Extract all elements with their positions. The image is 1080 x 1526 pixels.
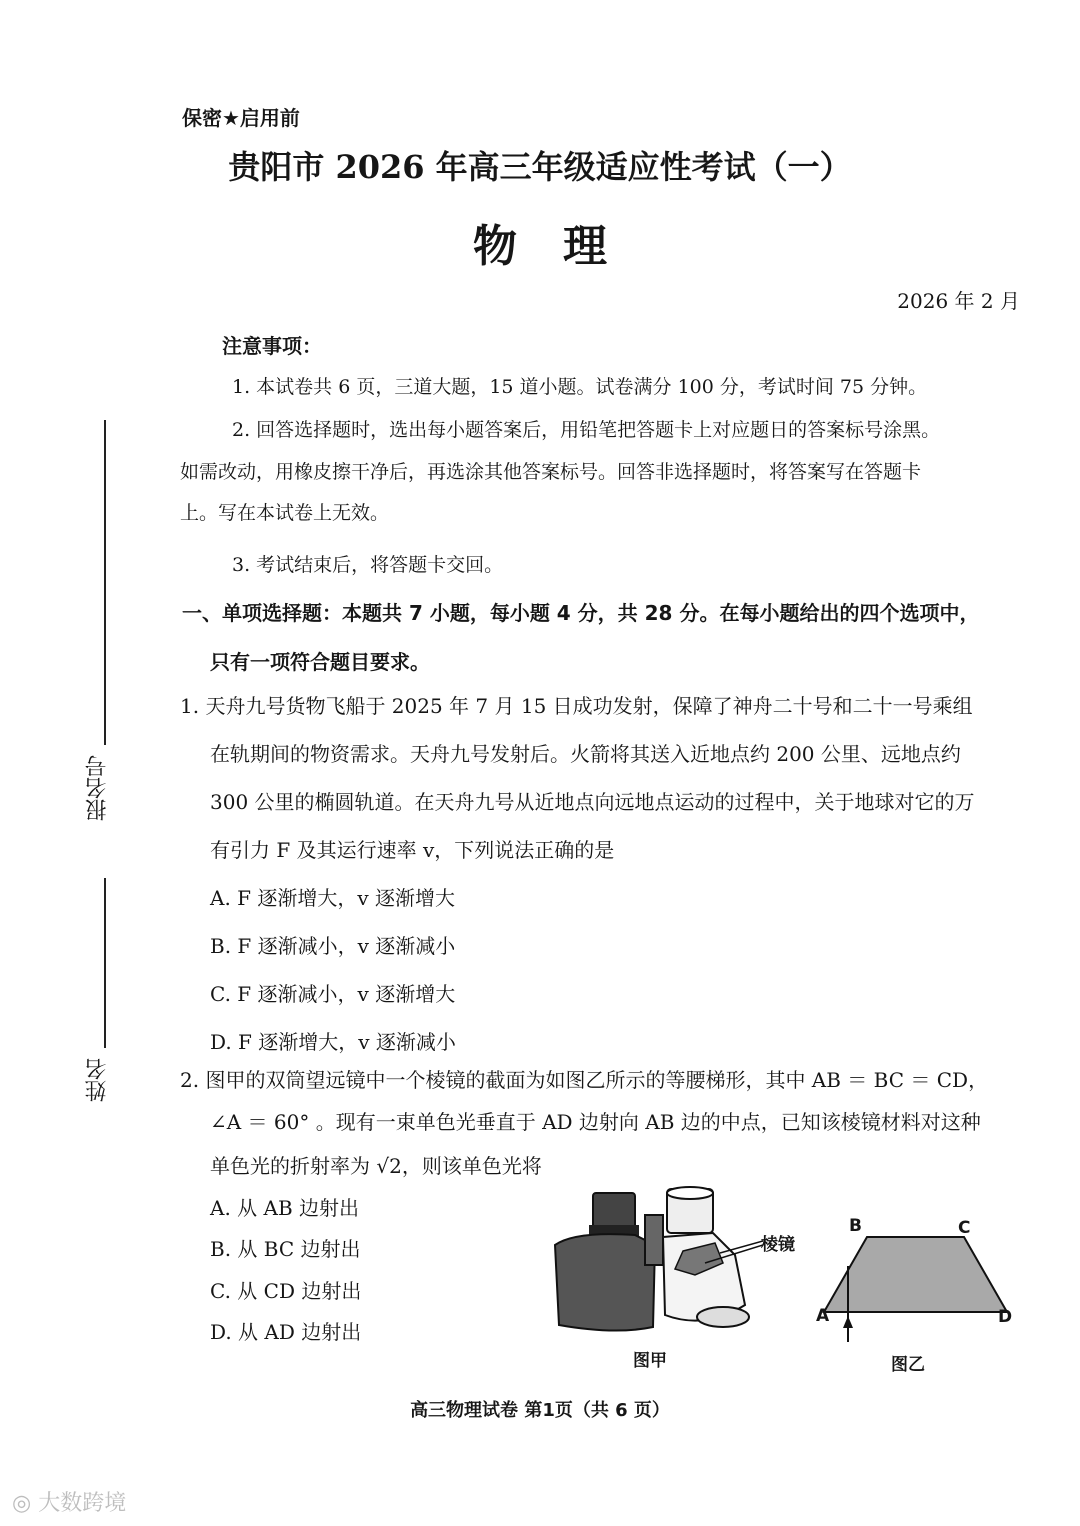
notes-heading: 注意事项： bbox=[222, 334, 322, 358]
note-2-end: 上。写在本试卷上无效。 bbox=[180, 502, 390, 524]
q2-option-b: B. 从 BC 边射出 bbox=[210, 1237, 361, 1261]
exam-number-blank bbox=[104, 420, 106, 745]
vertex-d: D bbox=[998, 1307, 1013, 1327]
confidential-mark: 保密★启用前 bbox=[182, 106, 300, 130]
binoculars-figure bbox=[545, 1185, 795, 1345]
q1-line-2: 在轨期间的物资需求。天舟九号发射后。火箭将其送入近地点约 200 公里、远地点约 bbox=[210, 742, 961, 766]
q1-line-1: 1. 天舟九号货物飞船于 2025 年 7 月 15 日成功发射，保障了神舟二十号和二十一号乘组 bbox=[180, 694, 973, 718]
exam-number-label: 报名号 bbox=[85, 755, 110, 821]
subject-title: 物理 bbox=[473, 221, 653, 272]
note-3: 3. 考试结束后，将答题卡交回。 bbox=[232, 554, 504, 576]
watermark-text: 大数跨境 bbox=[38, 1491, 127, 1516]
name-label: 姓名 bbox=[85, 1058, 110, 1102]
q1-option-d: D. F 逐渐增大，v 逐渐减小 bbox=[210, 1030, 456, 1054]
name-blank bbox=[104, 878, 106, 1048]
vertex-a: A bbox=[816, 1306, 830, 1326]
q1-option-a: A. F 逐渐增大，v 逐渐增大 bbox=[210, 886, 456, 910]
figure-b-caption: 图乙 bbox=[891, 1355, 925, 1375]
q2-option-c: C. 从 CD 边射出 bbox=[210, 1279, 362, 1303]
q1-line-3: 300 公里的椭圆轨道。在天舟九号从近地点向远地点运动的过程中，关于地球对它的万 bbox=[210, 790, 975, 814]
exam-title: 贵阳市 2026 年高三年级适应性考试（一） bbox=[228, 148, 852, 186]
q2-option-d: D. 从 AD 边射出 bbox=[210, 1320, 362, 1344]
section-heading: 一、单项选择题：本题共 7 小题，每小题 4 分，共 28 分。在每小题给出的四个选项中， bbox=[182, 601, 980, 625]
vertex-c: C bbox=[958, 1218, 971, 1238]
prism-label: 棱镜 bbox=[761, 1235, 795, 1255]
trapezoid-figure bbox=[812, 1212, 1024, 1347]
section-heading-cont: 只有一项符合题目要求。 bbox=[210, 650, 430, 674]
note-2: 2. 回答选择题时，选出每小题答案后，用铅笔把答题卡上对应题日的答案标号涂黑。 bbox=[232, 419, 941, 441]
watermark bbox=[12, 1486, 126, 1517]
note-1: 1. 本试卷共 6 页，三道大题，15 道小题。试卷满分 100 分，考试时间 75 分钟。 bbox=[232, 376, 928, 398]
q1-option-c: C. F 逐渐减小，v 逐渐增大 bbox=[210, 982, 456, 1006]
exam-date: 2026 年 2 月 bbox=[897, 289, 1020, 313]
watermark-icon: ◎ bbox=[12, 1491, 39, 1516]
note-2-cont: 如需改动，用橡皮擦干净后，再选涂其他答案标号。回答非选择题时，将答案写在答题卡 bbox=[180, 461, 922, 483]
page-footer: 高三物理试卷 第1页（共 6 页） bbox=[410, 1400, 670, 1421]
q2-line-1: 2. 图甲的双筒望远镜中一个棱镜的截面为如图乙所示的等腰梯形，其中 AB ＝ BC ＝ CD， bbox=[180, 1068, 989, 1092]
vertex-b: B bbox=[849, 1216, 862, 1236]
q2-line-3: 单色光的折射率为 √2，则该单色光将 bbox=[210, 1154, 542, 1178]
q1-line-4: 有引力 F 及其运行速率 v，下列说法正确的是 bbox=[210, 838, 615, 862]
q1-option-b: B. F 逐渐减小，v 逐渐减小 bbox=[210, 934, 456, 958]
q2-option-a: A. 从 AB 边射出 bbox=[210, 1196, 360, 1220]
figure-a-caption: 图甲 bbox=[633, 1351, 667, 1371]
q2-line-2: ∠A ＝ 60° 。现有一束单色光垂直于 AD 边射向 AB 边的中点，已知该棱镜材料对这种 bbox=[210, 1110, 981, 1134]
